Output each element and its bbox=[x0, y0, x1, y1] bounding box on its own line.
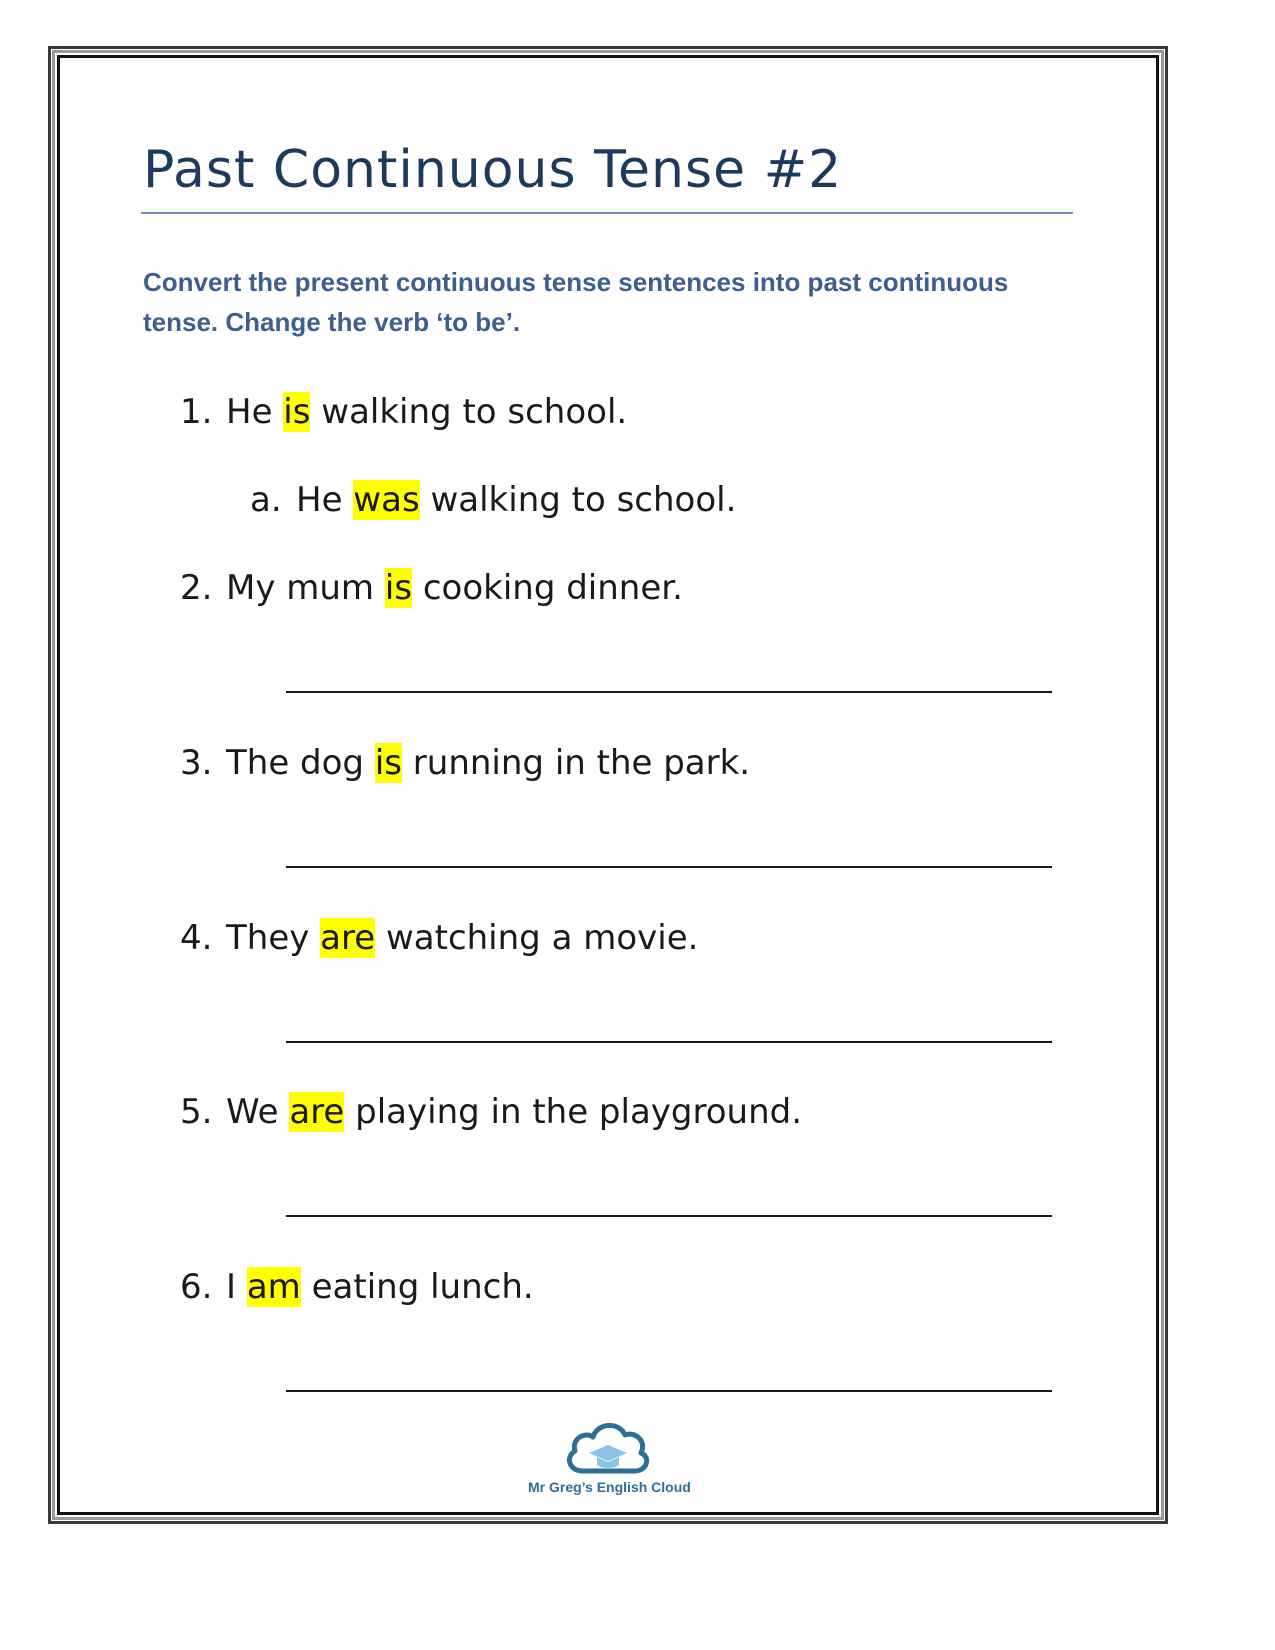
question-text-after: running in the park. bbox=[402, 743, 751, 783]
highlighted-verb: are bbox=[289, 1092, 345, 1132]
question-5 bbox=[180, 1092, 802, 1132]
question-text-before: He bbox=[226, 392, 284, 432]
question-text-before: I bbox=[226, 1267, 247, 1307]
logo-text: Mr Greg’s English Cloud bbox=[528, 1479, 691, 1495]
highlighted-verb: is bbox=[384, 568, 413, 608]
instructions: Convert the present continuous tense sentences into past continuous tense. Change the verb ‘to be’. bbox=[143, 267, 1009, 337]
question-number: 2. bbox=[180, 568, 213, 608]
question-number: 6. bbox=[180, 1267, 213, 1307]
question-number: 3. bbox=[180, 743, 213, 783]
question-text-before: My mum bbox=[226, 568, 385, 608]
question-text-before: They bbox=[226, 918, 321, 958]
question-1 bbox=[180, 392, 627, 432]
question-text-after: walking to school. bbox=[310, 392, 628, 432]
question-number: 5. bbox=[180, 1092, 213, 1132]
title-underline bbox=[141, 212, 1073, 214]
question-text-before: We bbox=[226, 1092, 290, 1132]
logo bbox=[528, 1415, 691, 1505]
answer-line-6[interactable] bbox=[286, 1390, 1052, 1392]
highlighted-verb: is bbox=[283, 392, 311, 432]
question-text-after: watching a movie. bbox=[375, 918, 699, 958]
question-2 bbox=[180, 568, 683, 608]
example-answer bbox=[250, 480, 736, 520]
question-6 bbox=[180, 1267, 534, 1307]
answer-line-3[interactable] bbox=[286, 866, 1052, 868]
question-text-after: eating lunch. bbox=[300, 1267, 534, 1307]
question-number: 1. bbox=[180, 392, 213, 432]
question-4 bbox=[180, 918, 698, 958]
answer-line-2[interactable] bbox=[286, 691, 1052, 693]
question-text-before: The dog bbox=[226, 743, 375, 783]
question-3 bbox=[180, 743, 750, 783]
highlighted-verb: are bbox=[320, 918, 376, 958]
worksheet-title: Past Continuous Tense #2 bbox=[143, 140, 843, 200]
highlighted-verb: was bbox=[353, 480, 420, 520]
question-text-after: playing in the playground. bbox=[344, 1092, 803, 1132]
cloud-graduation-cap-icon bbox=[563, 1415, 653, 1477]
example-text-before: He bbox=[296, 480, 354, 520]
highlighted-verb: is bbox=[374, 743, 402, 783]
answer-line-4[interactable] bbox=[286, 1041, 1052, 1043]
answer-line-5[interactable] bbox=[286, 1215, 1052, 1217]
example-text-after: walking to school. bbox=[419, 480, 737, 520]
question-text-after: cooking dinner. bbox=[412, 568, 683, 608]
highlighted-verb: am bbox=[246, 1267, 301, 1307]
question-number: 4. bbox=[180, 918, 213, 958]
example-letter: a. bbox=[250, 480, 282, 520]
